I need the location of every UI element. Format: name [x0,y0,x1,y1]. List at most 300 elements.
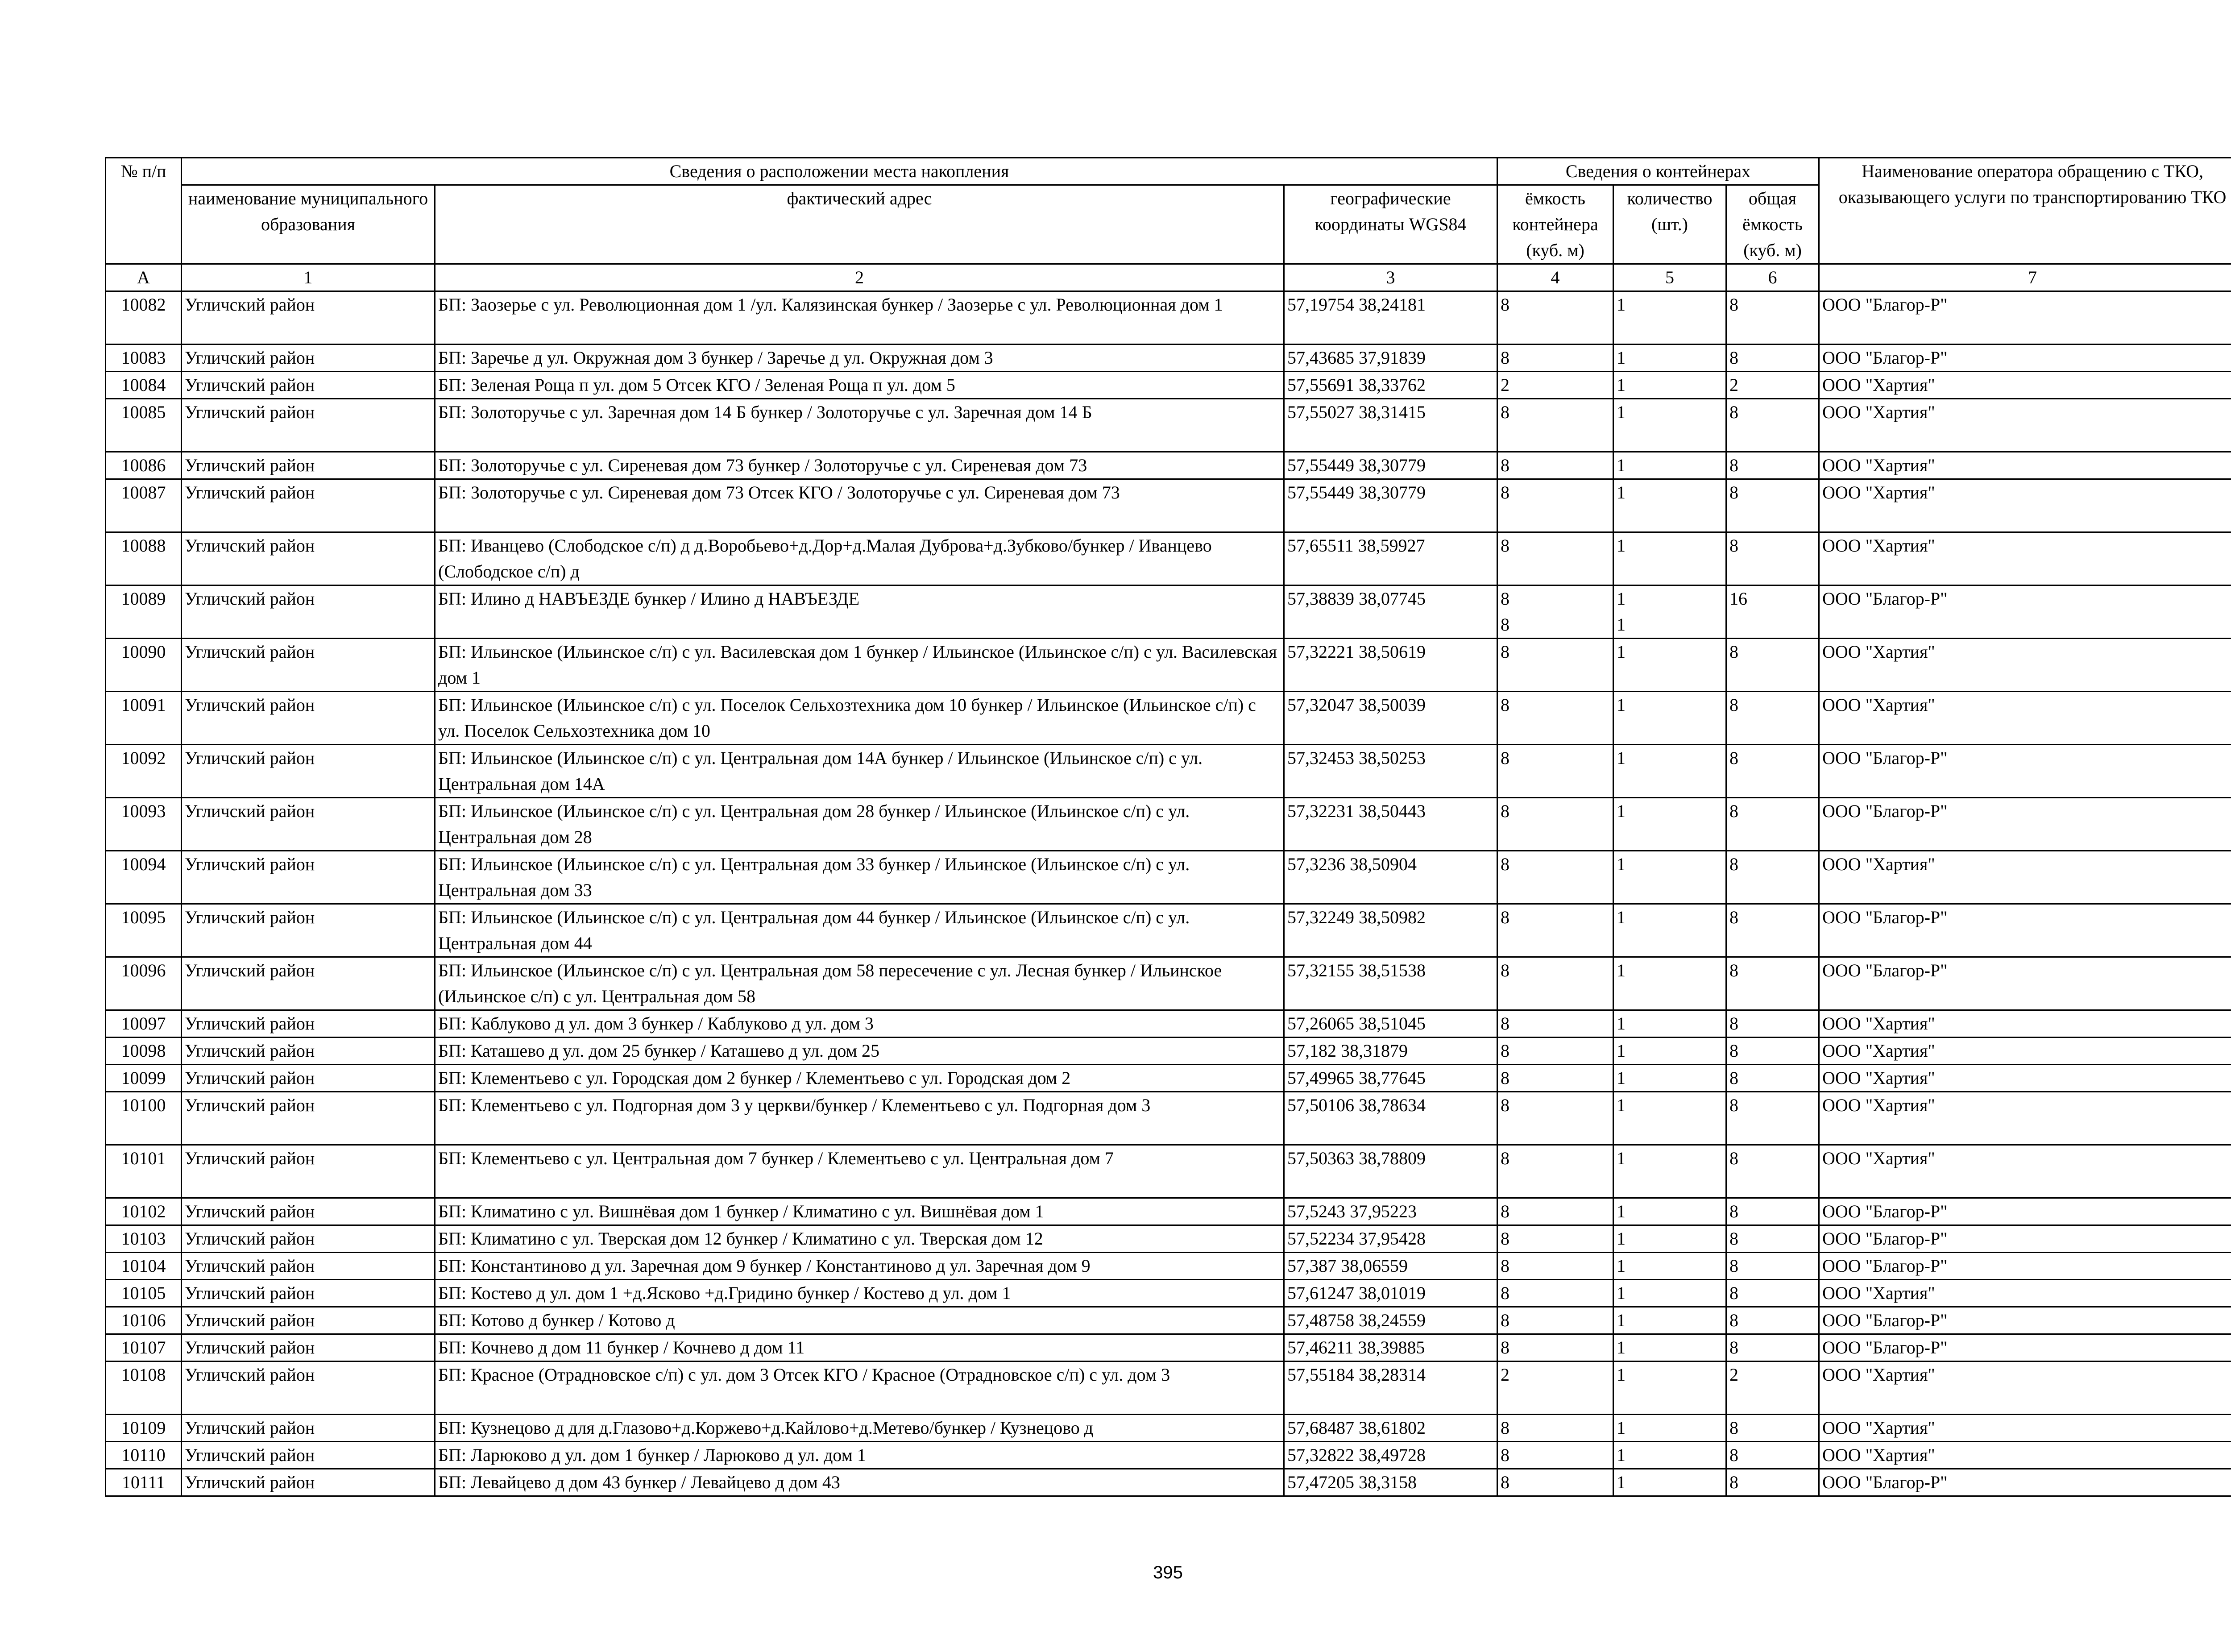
header-location-group: Сведения о расположении места накопления [182,158,1497,185]
row-municipality: Угличский район [182,291,435,345]
row-capacity [1497,291,1613,345]
row-address: БП: Котово д бункер / Котово д [435,1307,1284,1334]
row-number: 10082 [106,291,182,345]
row-coords: 57,68487 38,61802 [1284,1415,1497,1442]
row-total: 8 [1726,851,1819,904]
row-total: 8 [1726,532,1819,585]
row-number: 10100 [106,1092,182,1145]
row-total: 8 [1726,904,1819,957]
row-capacity [1497,372,1613,399]
capacity-value: 8 [1501,1256,1510,1276]
row-number: 10092 [106,745,182,798]
row-capacity [1497,639,1613,692]
row-address: БП: Заозерье с ул. Революционная дом 1 /ул. Калязинская бункер / Заозерье с ул. Революционная дом 1 [435,291,1284,345]
row-address: БП: Ильинское (Ильинское с/п) с ул. Центральная дом 33 бункер / Ильинское (Ильинское с/п) с ул. Центральная дом 33 [435,851,1284,904]
row-number: 10104 [106,1253,182,1280]
row-address: БП: Иванцево (Слободское с/п) д д.Воробьево+д.Дор+д.Малая Дуброва+д.Зубково/бункер / Иванцево (Слободское с/п) д [435,532,1284,585]
row-address: БП: Климатино с ул. Вишнёвая дом 1 бункер / Климатино с ул. Вишнёвая дом 1 [435,1198,1284,1225]
quantity-value: 1 [1617,295,1626,315]
row-number: 10086 [106,452,182,479]
capacity-value: 8 [1501,642,1510,662]
row-operator: ООО "Хартия" [1819,1038,2231,1065]
row-total: 8 [1726,399,1819,452]
row-municipality: Угличский район [182,1253,435,1280]
row-coords: 57,38839 38,07745 [1284,585,1497,639]
row-operator: ООО "Хартия" [1819,639,2231,692]
row-coords: 57,5243 37,95223 [1284,1198,1497,1225]
row-quantity [1613,851,1726,904]
capacity-value: 8 [1501,1013,1510,1034]
table-row [106,1415,2231,1442]
quantity-value: 1 [1617,1013,1626,1034]
row-quantity [1613,479,1726,532]
quantity-value: 1 [1617,589,1626,609]
quantity-value: 1 [1617,614,1626,635]
capacity-value: 8 [1501,402,1510,422]
row-number: 10099 [106,1065,182,1092]
row-address: БП: Климатино с ул. Тверская дом 12 бункер / Климатино с ул. Тверская дом 12 [435,1225,1284,1253]
row-municipality: Угличский район [182,372,435,399]
capacity-value: 8 [1501,748,1510,768]
row-address: БП: Красное (Отрадновское с/п) с ул. дом 3 Отсек КГО / Красное (Отрадновское с/п) с ул. дом 3 [435,1361,1284,1415]
row-address: БП: Зеленая Роща п ул. дом 5 Отсек КГО / Зеленая Роща п ул. дом 5 [435,372,1284,399]
row-coords: 57,55691 38,33762 [1284,372,1497,399]
row-address: БП: Костево д ул. дом 1 +д.Ясково +д.Гридино бункер / Костево д ул. дом 1 [435,1280,1284,1307]
row-total: 8 [1726,745,1819,798]
row-operator: ООО "Благор-Р" [1819,291,2231,345]
quantity-value: 1 [1617,1229,1626,1249]
row-capacity [1497,345,1613,372]
row-quantity [1613,1307,1726,1334]
column-index-cell: А [106,264,182,291]
row-capacity [1497,1442,1613,1469]
row-number: 10083 [106,345,182,372]
quantity-value: 1 [1617,907,1626,927]
capacity-value: 2 [1501,1365,1510,1385]
table-row [106,479,2231,532]
table-row [106,1092,2231,1145]
capacity-value: 8 [1501,1445,1510,1465]
row-quantity [1613,745,1726,798]
row-coords: 57,49965 38,77645 [1284,1065,1497,1092]
row-capacity [1497,452,1613,479]
header-capacity: ёмкость контейнера (куб. м) [1497,185,1613,264]
quantity-value: 1 [1617,1068,1626,1088]
row-capacity [1497,1145,1613,1198]
row-municipality: Угличский район [182,851,435,904]
row-total: 8 [1726,1280,1819,1307]
row-coords: 57,47205 38,3158 [1284,1469,1497,1496]
row-address: БП: Кузнецово д для д.Глазово+д.Коржево+д.Кайлово+д.Метево/бункер / Кузнецово д [435,1415,1284,1442]
row-quantity [1613,1225,1726,1253]
row-operator: ООО "Хартия" [1819,1010,2231,1038]
row-municipality: Угличский район [182,1198,435,1225]
row-municipality: Угличский район [182,399,435,452]
row-quantity [1613,798,1726,851]
row-number: 10109 [106,1415,182,1442]
row-address: БП: Ильинское (Ильинское с/п) с ул. Центральная дом 14А бункер / Ильинское (Ильинское с/п) с ул. Центральная дом 14А [435,745,1284,798]
quantity-value: 1 [1617,642,1626,662]
capacity-value: 8 [1501,535,1510,556]
table-row [106,1280,2231,1307]
row-operator: ООО "Благор-Р" [1819,745,2231,798]
row-address: БП: Клементьево с ул. Городская дом 2 бункер / Клементьево с ул. Городская дом 2 [435,1065,1284,1092]
row-operator: ООО "Благор-Р" [1819,904,2231,957]
row-coords: 57,46211 38,39885 [1284,1334,1497,1361]
row-quantity [1613,639,1726,692]
row-total: 8 [1726,1145,1819,1198]
row-total: 8 [1726,1469,1819,1496]
row-municipality: Угличский район [182,532,435,585]
column-index-cell: 6 [1726,264,1819,291]
table-row [106,1442,2231,1469]
table-row [106,1038,2231,1065]
row-coords: 57,32453 38,50253 [1284,745,1497,798]
capacity-value: 8 [1501,1229,1510,1249]
table-row [106,851,2231,904]
row-total: 8 [1726,1334,1819,1361]
capacity-value: 8 [1501,960,1510,980]
row-quantity [1613,1334,1726,1361]
registry-table [105,157,2231,1497]
row-quantity [1613,345,1726,372]
row-coords: 57,55027 38,31415 [1284,399,1497,452]
quantity-value: 1 [1617,455,1626,475]
row-quantity [1613,532,1726,585]
row-coords: 57,32047 38,50039 [1284,692,1497,745]
row-number: 10105 [106,1280,182,1307]
row-capacity [1497,1092,1613,1145]
capacity-value: 8 [1501,455,1510,475]
row-municipality: Угличский район [182,1280,435,1307]
row-quantity [1613,585,1726,639]
row-capacity [1497,1065,1613,1092]
row-number: 10108 [106,1361,182,1415]
table-row [106,585,2231,639]
table-row [106,1225,2231,1253]
row-operator: ООО "Благор-Р" [1819,1198,2231,1225]
row-municipality: Угличский район [182,345,435,372]
row-operator: ООО "Благор-Р" [1819,798,2231,851]
row-capacity [1497,1280,1613,1307]
capacity-value: 8 [1501,1283,1510,1303]
row-total: 8 [1726,1092,1819,1145]
capacity-value: 8 [1501,1472,1510,1492]
row-quantity [1613,1442,1726,1469]
table-row [106,1065,2231,1092]
row-coords: 57,48758 38,24559 [1284,1307,1497,1334]
row-total: 8 [1726,1415,1819,1442]
row-total: 2 [1726,372,1819,399]
row-number: 10085 [106,399,182,452]
capacity-value: 8 [1501,295,1510,315]
row-capacity [1497,1334,1613,1361]
row-coords: 57,182 38,31879 [1284,1038,1497,1065]
row-operator: ООО "Хартия" [1819,1442,2231,1469]
quantity-value: 1 [1617,1041,1626,1061]
row-total: 16 [1726,585,1819,639]
row-operator: ООО "Благор-Р" [1819,1334,2231,1361]
row-capacity [1497,692,1613,745]
row-address: БП: Золоторучье с ул. Сиреневая дом 73 бункер / Золоторучье с ул. Сиреневая дом 73 [435,452,1284,479]
row-address: БП: Илино д НАВЪЕЗДЕ бункер / Илино д НАВЪЕЗДЕ [435,585,1284,639]
row-number: 10091 [106,692,182,745]
row-number: 10087 [106,479,182,532]
column-index-cell: 5 [1613,264,1726,291]
row-operator: ООО "Благор-Р" [1819,585,2231,639]
row-number: 10088 [106,532,182,585]
column-index-cell: 7 [1819,264,2231,291]
row-address: БП: Ильинское (Ильинское с/п) с ул. Василевская дом 1 бункер / Ильинское (Ильинское с/п) с ул. Василевская дом 1 [435,639,1284,692]
quantity-value: 1 [1617,1472,1626,1492]
row-total: 8 [1726,639,1819,692]
row-address: БП: Ильинское (Ильинское с/п) с ул. Центральная дом 28 бункер / Ильинское (Ильинское с/п) с ул. Центральная дом 28 [435,798,1284,851]
row-address: БП: Ильинское (Ильинское с/п) с ул. Центральная дом 58 пересечение с ул. Лесная бункер / Ильинское (Ильинское с/п) с ул. Центральная дом 58 [435,957,1284,1010]
row-address: БП: Кочнево д дом 11 бункер / Кочнево д дом 11 [435,1334,1284,1361]
header-total: общая ёмкость (куб. м) [1726,185,1819,264]
row-quantity [1613,1253,1726,1280]
row-address: БП: Каблуково д ул. дом 3 бункер / Каблуково д ул. дом 3 [435,1010,1284,1038]
row-capacity [1497,851,1613,904]
table-row [106,1334,2231,1361]
row-municipality: Угличский район [182,1092,435,1145]
column-index-cell: 4 [1497,264,1613,291]
table-row [106,957,2231,1010]
table-row [106,345,2231,372]
row-quantity [1613,372,1726,399]
row-municipality: Угличский район [182,1442,435,1469]
quantity-value: 1 [1617,801,1626,821]
row-coords: 57,50363 38,78809 [1284,1145,1497,1198]
quantity-value: 1 [1617,348,1626,368]
table-row [106,399,2231,452]
column-index-cell: 1 [182,264,435,291]
capacity-value: 8 [1501,1068,1510,1088]
row-municipality: Угличский район [182,639,435,692]
row-coords: 57,55449 38,30779 [1284,452,1497,479]
quantity-value: 1 [1617,375,1626,395]
quantity-value: 1 [1617,1337,1626,1357]
table-row [106,1253,2231,1280]
row-quantity [1613,1198,1726,1225]
quantity-value: 1 [1617,695,1626,715]
row-total: 8 [1726,1010,1819,1038]
row-number: 10084 [106,372,182,399]
row-coords: 57,32231 38,50443 [1284,798,1497,851]
row-operator: ООО "Хартия" [1819,692,2231,745]
quantity-value: 1 [1617,1256,1626,1276]
row-address: БП: Клементьево с ул. Подгорная дом 3 у церкви/бункер / Клементьево с ул. Подгорная дом 3 [435,1092,1284,1145]
row-total: 2 [1726,1361,1819,1415]
row-capacity [1497,904,1613,957]
row-capacity [1497,745,1613,798]
header-municipality: наименование муниципального образования [182,185,435,264]
row-capacity [1497,1253,1613,1280]
table-row [106,291,2231,345]
row-capacity [1497,1038,1613,1065]
row-municipality: Угличский район [182,479,435,532]
row-capacity [1497,1010,1613,1038]
row-municipality: Угличский район [182,1334,435,1361]
row-municipality: Угличский район [182,1469,435,1496]
row-total: 8 [1726,291,1819,345]
row-coords: 57,26065 38,51045 [1284,1010,1497,1038]
row-coords: 57,32822 38,49728 [1284,1442,1497,1469]
quantity-value: 1 [1617,1418,1626,1438]
row-number: 10097 [106,1010,182,1038]
table-row [106,1010,2231,1038]
row-total: 8 [1726,1225,1819,1253]
quantity-value: 1 [1617,535,1626,556]
table-row [106,904,2231,957]
table-row [106,1469,2231,1496]
row-municipality: Угличский район [182,1145,435,1198]
table-row [106,639,2231,692]
row-capacity [1497,798,1613,851]
row-coords: 57,65511 38,59927 [1284,532,1497,585]
row-capacity [1497,957,1613,1010]
row-number: 10098 [106,1038,182,1065]
row-address: БП: Каташево д ул. дом 25 бункер / Каташево д ул. дом 25 [435,1038,1284,1065]
row-quantity [1613,1415,1726,1442]
row-total: 8 [1726,1442,1819,1469]
quantity-value: 1 [1617,960,1626,980]
row-total: 8 [1726,1038,1819,1065]
row-quantity [1613,904,1726,957]
row-quantity [1613,1010,1726,1038]
row-quantity [1613,1092,1726,1145]
row-municipality: Угличский район [182,692,435,745]
row-total: 8 [1726,1253,1819,1280]
row-capacity [1497,1307,1613,1334]
row-quantity [1613,399,1726,452]
row-municipality: Угличский район [182,745,435,798]
capacity-value: 8 [1501,482,1510,502]
row-coords: 57,32155 38,51538 [1284,957,1497,1010]
capacity-value: 8 [1501,1148,1510,1168]
row-municipality: Угличский район [182,452,435,479]
row-operator: ООО "Благор-Р" [1819,1253,2231,1280]
row-municipality: Угличский район [182,585,435,639]
capacity-value: 8 [1501,1201,1510,1221]
row-coords: 57,3236 38,50904 [1284,851,1497,904]
row-capacity [1497,532,1613,585]
row-address: БП: Ильинское (Ильинское с/п) с ул. Центральная дом 44 бункер / Ильинское (Ильинское с/п) с ул. Центральная дом 44 [435,904,1284,957]
row-address: БП: Константиново д ул. Заречная дом 9 бункер / Константиново д ул. Заречная дом 9 [435,1253,1284,1280]
quantity-value: 1 [1617,1365,1626,1385]
registry-body [106,291,2231,1496]
row-municipality: Угличский район [182,1307,435,1334]
row-quantity [1613,1038,1726,1065]
row-operator: ООО "Хартия" [1819,1092,2231,1145]
row-total: 8 [1726,479,1819,532]
table-row [106,372,2231,399]
table-row [106,1361,2231,1415]
row-capacity [1497,479,1613,532]
row-coords: 57,50106 38,78634 [1284,1092,1497,1145]
quantity-value: 1 [1617,1310,1626,1330]
column-index-cell: 3 [1284,264,1497,291]
row-number: 10101 [106,1145,182,1198]
row-total: 8 [1726,1198,1819,1225]
row-address: БП: Золоторучье с ул. Сиреневая дом 73 Отсек КГО / Золоторучье с ул. Сиреневая дом 73 [435,479,1284,532]
row-number: 10102 [106,1198,182,1225]
row-municipality: Угличский район [182,798,435,851]
row-quantity [1613,291,1726,345]
capacity-value: 8 [1501,1418,1510,1438]
row-number: 10107 [106,1334,182,1361]
row-number: 10095 [106,904,182,957]
table-row [106,452,2231,479]
header-quantity: количество (шт.) [1613,185,1726,264]
row-quantity [1613,452,1726,479]
row-municipality: Угличский район [182,1415,435,1442]
header-num: № п/п [106,158,182,264]
row-operator: ООО "Благор-Р" [1819,1469,2231,1496]
quantity-value: 1 [1617,1445,1626,1465]
row-capacity [1497,1225,1613,1253]
capacity-value: 8 [1501,695,1510,715]
row-total: 8 [1726,798,1819,851]
quantity-value: 1 [1617,482,1626,502]
header-containers-group: Сведения о контейнерах [1497,158,1819,185]
row-number: 10106 [106,1307,182,1334]
row-address: БП: Заречье д ул. Окружная дом 3 бункер / Заречье д ул. Окружная дом 3 [435,345,1284,372]
row-number: 10093 [106,798,182,851]
table-row [106,532,2231,585]
capacity-value: 8 [1501,854,1510,874]
column-index-cell: 2 [435,264,1284,291]
row-number: 10110 [106,1442,182,1469]
header-coords: географические координаты WGS84 [1284,185,1497,264]
table-row [106,1307,2231,1334]
row-operator: ООО "Хартия" [1819,851,2231,904]
row-municipality: Угличский район [182,904,435,957]
row-capacity [1497,1415,1613,1442]
table-row [106,1145,2231,1198]
capacity-value: 8 [1501,1337,1510,1357]
row-municipality: Угличский район [182,1361,435,1415]
row-quantity [1613,957,1726,1010]
row-coords: 57,19754 38,24181 [1284,291,1497,345]
row-total: 8 [1726,692,1819,745]
row-operator: ООО "Хартия" [1819,1280,2231,1307]
row-coords: 57,61247 38,01019 [1284,1280,1497,1307]
quantity-value: 1 [1617,854,1626,874]
quantity-value: 1 [1617,748,1626,768]
capacity-value: 8 [1501,1095,1510,1115]
row-coords: 57,32249 38,50982 [1284,904,1497,957]
row-operator: ООО "Хартия" [1819,1415,2231,1442]
row-operator: ООО "Благор-Р" [1819,1225,2231,1253]
quantity-value: 1 [1617,1095,1626,1115]
row-municipality: Угличский район [182,957,435,1010]
row-coords: 57,43685 37,91839 [1284,345,1497,372]
capacity-value: 8 [1501,348,1510,368]
quantity-value: 1 [1617,1283,1626,1303]
row-operator: ООО "Благор-Р" [1819,957,2231,1010]
row-number: 10094 [106,851,182,904]
row-quantity [1613,692,1726,745]
row-coords: 57,55449 38,30779 [1284,479,1497,532]
row-operator: ООО "Хартия" [1819,532,2231,585]
table-row [106,745,2231,798]
capacity-value: 8 [1501,1041,1510,1061]
row-total: 8 [1726,452,1819,479]
row-number: 10111 [106,1469,182,1496]
column-index-row [106,264,2231,291]
row-total: 8 [1726,1065,1819,1092]
